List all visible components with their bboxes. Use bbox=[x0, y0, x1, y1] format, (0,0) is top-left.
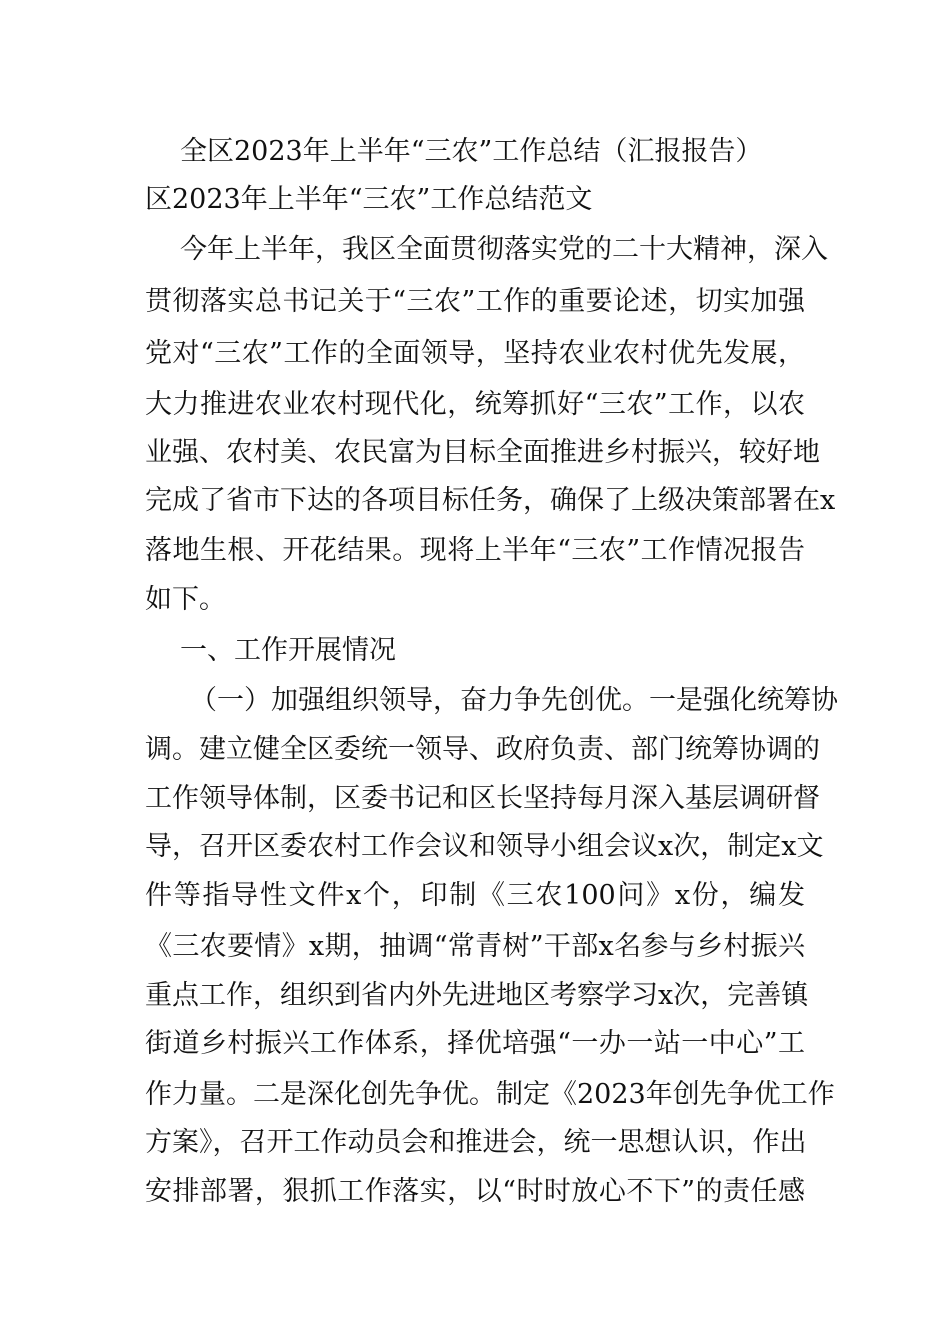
intro-line: 落地生根、开花结果。现将上半年“三农”工作情况报告 bbox=[145, 535, 805, 566]
intro-line: 如下。 bbox=[145, 584, 226, 615]
body-line: 《三农要情》x期，抽调“常青树”干部x名参与乡村振兴 bbox=[145, 931, 805, 962]
body-line: 重点工作，组织到省内外先进地区考察学习x次，完善镇 bbox=[145, 980, 809, 1011]
body-line: （一）加强组织领导，奋力争先创优。一是强化统筹协 bbox=[190, 685, 838, 716]
intro-line: 完成了省市下达的各项目标任务，确保了上级决策部署在x bbox=[145, 485, 836, 516]
body-line: 件等指导性文件x个，印制《三农100问》x份，编发 bbox=[145, 880, 805, 911]
document-subtitle: 区2023年上半年“三农”工作总结范文 bbox=[145, 184, 593, 215]
body-line: 作力量。二是深化创先争优。制定《2023年创先争优工作 bbox=[145, 1079, 835, 1110]
body-line: 街道乡村振兴工作体系，择优培强“一办一站一中心”工 bbox=[145, 1028, 805, 1059]
section-heading: 一、工作开展情况 bbox=[180, 635, 396, 666]
body-line: 安排部署，狠抓工作落实，以“时时放心不下”的责任感 bbox=[145, 1176, 805, 1207]
intro-line: 大力推进农业农村现代化，统筹抓好“三农”工作，以农 bbox=[145, 389, 805, 420]
intro-line: 业强、农村美、农民富为目标全面推进乡村振兴，较好地 bbox=[145, 437, 820, 468]
intro-line: 贯彻落实总书记关于“三农”工作的重要论述，切实加强 bbox=[145, 286, 805, 317]
body-line: 导，召开区委农村工作会议和领导小组会议x次，制定x文 bbox=[145, 831, 824, 862]
body-line: 方案》，召开工作动员会和推进会，统一思想认识，作出 bbox=[145, 1127, 807, 1158]
intro-line: 党对“三农”工作的全面领导，坚持农业农村优先发展， bbox=[145, 338, 805, 369]
intro-line: 今年上半年，我区全面贯彻落实党的二十大精神，深入 bbox=[180, 234, 828, 265]
document-title: 全区2023年上半年“三农”工作总结（汇报报告） bbox=[180, 136, 763, 167]
body-line: 工作领导体制，区委书记和区长坚持每月深入基层调研督 bbox=[145, 783, 820, 814]
body-line: 调。建立健全区委统一领导、政府负责、部门统筹协调的 bbox=[145, 734, 820, 765]
